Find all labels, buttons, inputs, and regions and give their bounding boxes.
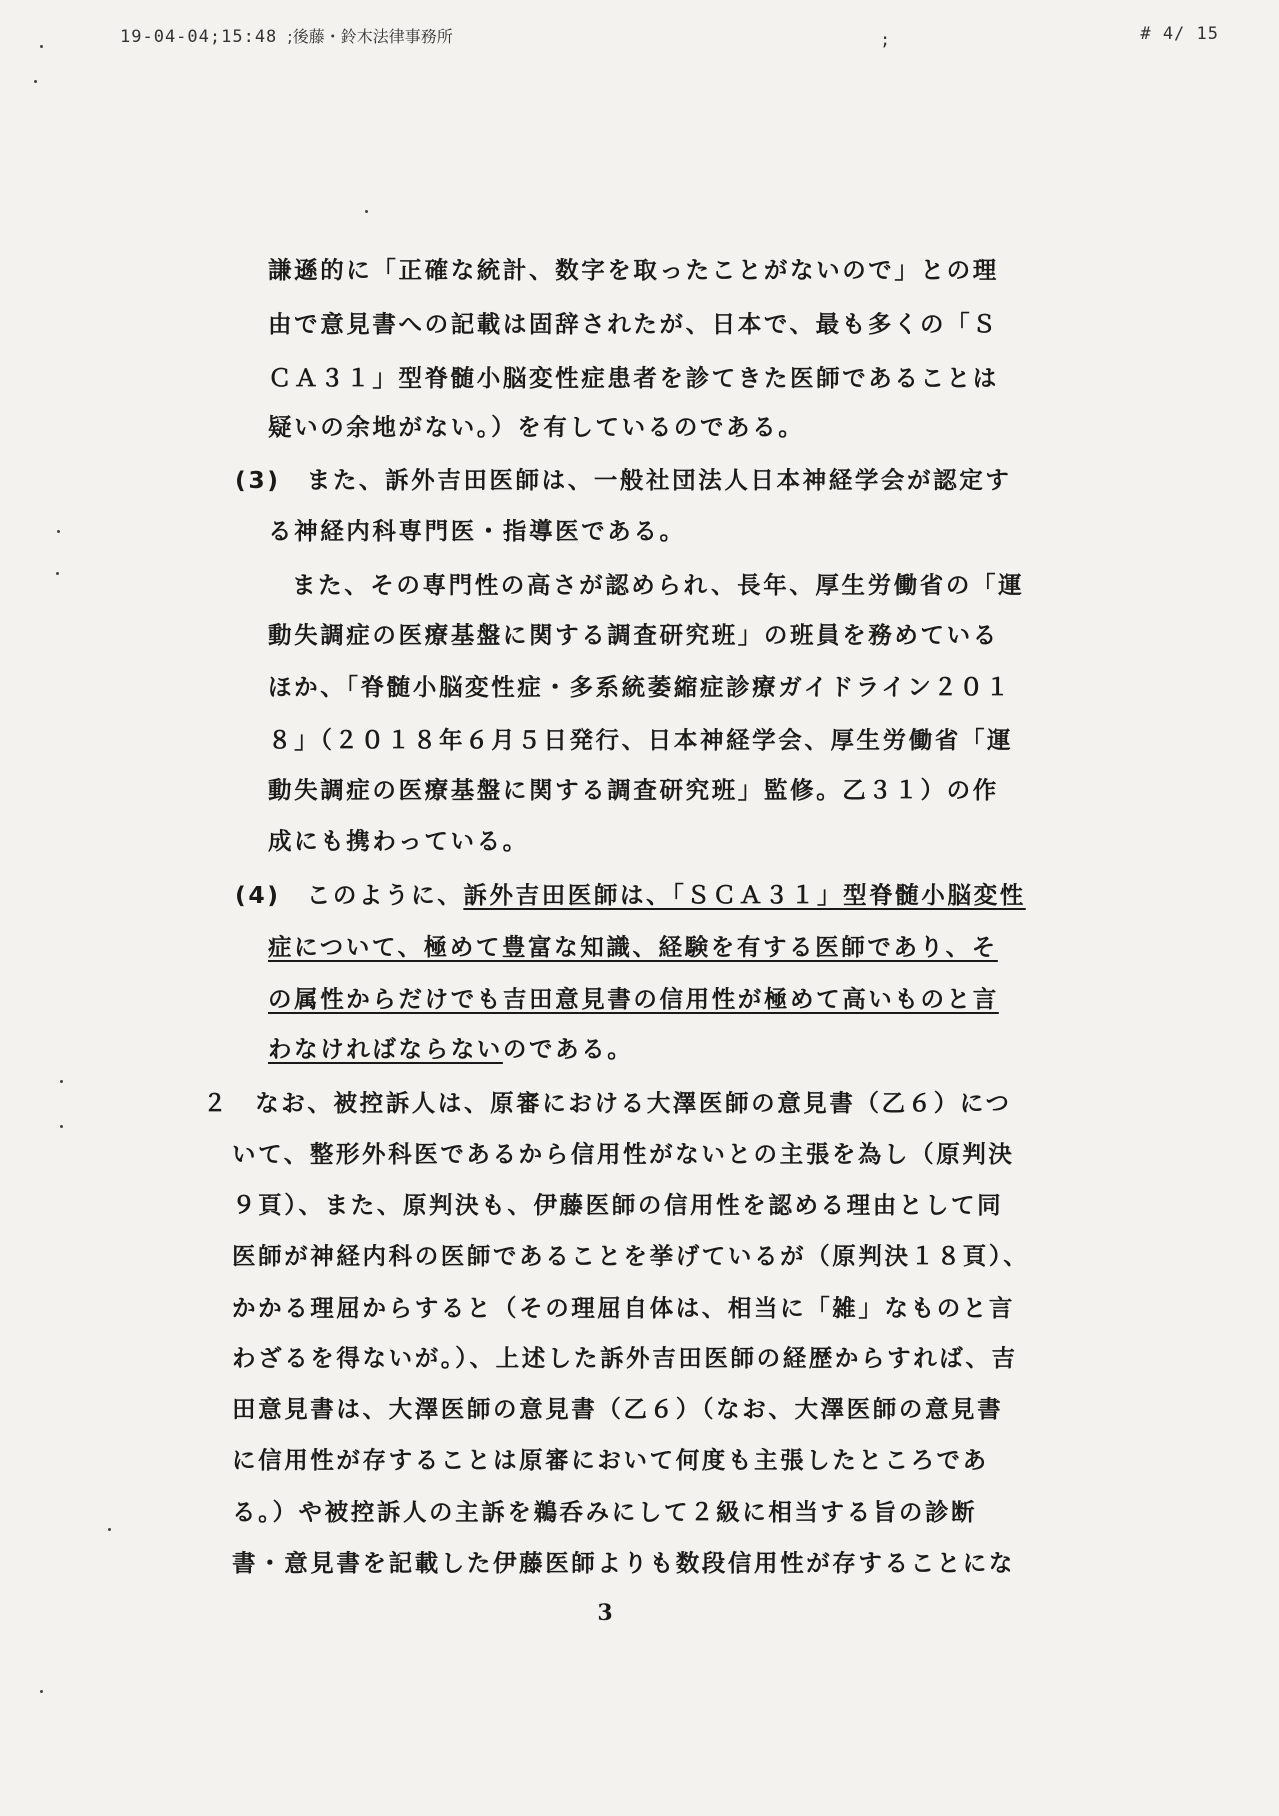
para-2-line-10: 書・意見書を記載した伊藤医師よりも数段信用性が存することにな (232, 1549, 1015, 1577)
section-3-line-7: 動失調症の医療基盤に関する調査研究班」監修。乙３１）の作 (268, 776, 999, 804)
fax-separator: ; (880, 30, 891, 50)
para-2-line-9: る。）や被控訴人の主訴を鵜呑みにして２級に相当する旨の診断 (232, 1498, 978, 1526)
section-3-line-5: ほか、「脊髄小脳変性症・多系統萎縮症診療ガイドライン２０１ (268, 673, 1012, 701)
section-4-tail: のである。 (502, 1035, 634, 1063)
body-line-4: 疑いの余地がない。）を有しているのである。 (268, 413, 805, 441)
section-4-line-1 (235, 880, 1026, 910)
scan-speck (57, 530, 60, 533)
para-2-line-1: ２ なお、被控訴人は、原審における大澤医師の意見書（乙６）につ (203, 1089, 1012, 1117)
scan-speck (365, 210, 368, 213)
scan-speck (108, 1528, 111, 1531)
fax-sender: ;後藤・鈴木法律事務所 (287, 27, 453, 46)
para-2-line-2: いて、整形外科医であるから信用性がないとの主張を為し（原判決 (232, 1140, 1015, 1168)
fax-page-count: # 4/ 15 (1140, 24, 1219, 44)
body-line-3: ＣＡ３１」型脊髄小脳変性症患者を診てきた医師であることは (268, 364, 999, 392)
section-4-underlined-1: 訴外吉田医師は、「ＳＣＡ３１」型脊髄小脳変性 (463, 881, 1026, 909)
body-line-2: 由で意見書への記載は固辞されたが、日本で、最も多くの「Ｓ (268, 310, 999, 338)
section-4-line-3: の属性からだけでも吉田意見書の信用性が極めて高いものと言 (268, 985, 999, 1013)
page-number: 3 (597, 1600, 613, 1626)
section-3-line-8: 成にも携わっている。 (268, 827, 529, 855)
para-2-line-5: かかる理屈からすると（その理屈自体は、相当に「雑」なものと言 (232, 1294, 1015, 1322)
para-2-line-7: 田意見書は、大澤医師の意見書（乙６）（なお、大澤医師の意見書 (232, 1395, 1004, 1423)
para-2-line-8: に信用性が存することは原審において何度も主張したところであ (232, 1446, 989, 1474)
section-4-underlined-end: わなければならない (268, 1035, 503, 1063)
scan-speck (40, 45, 43, 48)
para-2-line-6: わざるを得ないが。）、上述した訴外吉田医師の経歴からすれば、吉 (232, 1344, 1018, 1372)
section-4-lead: (4) このように、 (235, 881, 464, 909)
scan-speck (60, 1080, 63, 1083)
section-3-line-2: る神経内科専門医・指導医である。 (268, 517, 686, 545)
para-2-line-4: 医師が神経内科の医師であることを挙げているが（原判決１８頁）、 (232, 1242, 1030, 1270)
fax-timestamp: 19-04-04;15:48 (120, 27, 278, 47)
fax-header (120, 24, 1219, 54)
scan-speck (60, 1125, 63, 1128)
scan-speck (56, 572, 59, 575)
section-3-line-6: ８」（２０１８年６月５日発行、日本神経学会、厚生労働省「運 (268, 726, 1014, 754)
section-4-line-4 (268, 1034, 633, 1064)
fax-timestamp-line (120, 24, 453, 47)
body-line-1: 謙遜的に「正確な統計、数字を取ったことがないので」との理 (268, 256, 999, 284)
section-3-line-1: (3) また、訴外吉田医師は、一般社団法人日本神経学会が認定す (235, 466, 1012, 494)
section-3-line-3: また、その専門性の高さが認められ、長年、厚生労働省の「運 (292, 571, 1025, 599)
section-4-line-2: 症について、極めて豊富な知識、経験を有する医師であり、そ (268, 933, 998, 961)
para-2-line-3: ９頁）、また、原判決も、伊藤医師の信用性を認める理由として同 (232, 1191, 1004, 1219)
section-3-line-4: 動失調症の医療基盤に関する調査研究班」の班員を務めている (268, 621, 999, 649)
scan-speck (40, 1690, 43, 1693)
scan-speck (34, 80, 37, 83)
